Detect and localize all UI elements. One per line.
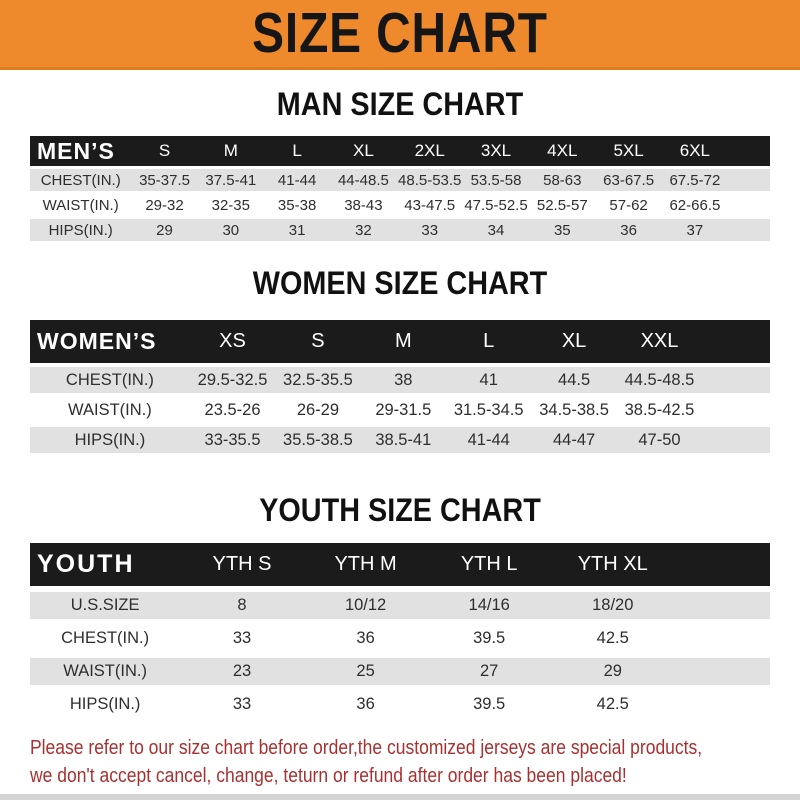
youth-chest-in-value-0: 33 bbox=[232, 629, 252, 647]
men-chest-in-value-6: 58-63 bbox=[543, 171, 582, 189]
women-section-heading: WOMEN SIZE CHART bbox=[252, 265, 548, 301]
youth-row-u-s-size bbox=[30, 592, 770, 619]
women-column-m: M bbox=[394, 330, 412, 352]
men-row-label: CHEST(IN.) bbox=[40, 171, 121, 189]
men-chest-in-value-1: 37.5-41 bbox=[205, 171, 257, 189]
youth-row-label: U.S.SIZE bbox=[70, 596, 140, 614]
youth-u-s-size-value-0: 8 bbox=[237, 596, 247, 614]
men-hips-in-value-1: 30 bbox=[222, 221, 240, 239]
youth-row-label: CHEST(IN.) bbox=[61, 629, 150, 647]
youth-column-yth-m: YTH M bbox=[334, 553, 397, 575]
youth-chest-in-value-2: 39.5 bbox=[473, 629, 506, 647]
women-hips-in-value-3: 41-44 bbox=[467, 430, 510, 449]
youth-size-table bbox=[30, 543, 770, 718]
men-waist-in-value-2: 35-38 bbox=[277, 196, 317, 214]
women-column-l: L bbox=[483, 330, 495, 352]
men-waist-in-value-0: 29-32 bbox=[145, 196, 184, 214]
women-row-chest-in bbox=[30, 367, 770, 393]
youth-u-s-size-value-2: 14/16 bbox=[468, 596, 510, 614]
content-area bbox=[30, 86, 770, 718]
disclaimer-line-1: Please refer to our size chart before order,the customized jerseys are special products, bbox=[30, 737, 703, 759]
men-waist-in-value-5: 47.5-52.5 bbox=[464, 196, 528, 214]
men-column-4xl: 4XL bbox=[547, 141, 578, 160]
banner-title: SIZE CHART bbox=[252, 1, 548, 65]
men-hips-in-value-3: 32 bbox=[355, 221, 372, 239]
men-hips-in-value-5: 34 bbox=[487, 221, 505, 239]
men-hips-in-value-0: 29 bbox=[156, 221, 173, 239]
women-chest-in-value-1: 32.5-35.5 bbox=[283, 370, 353, 389]
youth-hips-in-value-0: 33 bbox=[232, 695, 252, 713]
men-row-label: WAIST(IN.) bbox=[42, 196, 119, 214]
disclaimer-note bbox=[30, 734, 770, 790]
men-hips-in-value-4: 33 bbox=[421, 221, 439, 239]
youth-waist-in-value-1: 25 bbox=[356, 662, 375, 680]
youth-table-header bbox=[30, 543, 770, 586]
youth-row-label: HIPS(IN.) bbox=[69, 695, 141, 713]
men-column-s: S bbox=[158, 141, 171, 160]
women-waist-in-value-2: 29-31.5 bbox=[375, 400, 432, 419]
youth-row-chest-in bbox=[30, 625, 770, 652]
men-column-5xl: 5XL bbox=[613, 141, 644, 160]
women-waist-in-value-0: 23.5-26 bbox=[204, 400, 261, 419]
youth-u-s-size-value-3: 18/20 bbox=[592, 596, 634, 614]
women-hips-in-value-5: 47-50 bbox=[638, 430, 681, 449]
men-chest-in-value-7: 63-67.5 bbox=[603, 171, 655, 189]
men-size-table bbox=[30, 136, 770, 241]
youth-hips-in-value-2: 39.5 bbox=[473, 695, 506, 713]
youth-section-heading: YOUTH SIZE CHART bbox=[259, 492, 541, 528]
men-waist-in-value-1: 32-35 bbox=[211, 196, 250, 214]
youth-chest-in-value-1: 36 bbox=[356, 629, 375, 647]
women-chest-in-value-2: 38 bbox=[394, 370, 413, 389]
women-row-label: WAIST(IN.) bbox=[68, 400, 152, 419]
women-column-xs: XS bbox=[219, 330, 246, 352]
women-waist-in-value-1: 26-29 bbox=[296, 400, 340, 419]
men-waist-in-value-8: 62-66.5 bbox=[669, 196, 721, 214]
youth-u-s-size-value-1: 10/12 bbox=[344, 596, 387, 614]
women-column-xl: XL bbox=[561, 330, 587, 352]
women-row-hips-in bbox=[30, 427, 770, 453]
youth-table-title: YOUTH bbox=[37, 550, 135, 578]
men-waist-in-value-6: 52.5-57 bbox=[536, 196, 588, 214]
men-column-3xl: 3XL bbox=[480, 141, 512, 160]
disclaimer-line-2: we don't accept cancel, change, teturn or refund after order has been placed! bbox=[30, 765, 627, 787]
men-chest-in-value-8: 67.5-72 bbox=[669, 171, 721, 189]
men-chest-in-value-2: 41-44 bbox=[277, 171, 317, 189]
men-hips-in-value-8: 37 bbox=[686, 221, 704, 239]
women-row-waist-in bbox=[30, 397, 770, 423]
women-row-label: CHEST(IN.) bbox=[65, 370, 154, 389]
men-waist-in-value-7: 57-62 bbox=[609, 196, 648, 214]
women-column-xxl: XXL bbox=[640, 330, 679, 352]
women-hips-in-value-4: 44-47 bbox=[552, 430, 596, 449]
men-chest-in-value-4: 48.5-53.5 bbox=[398, 171, 462, 189]
women-chest-in-value-5: 44.5-48.5 bbox=[624, 370, 695, 389]
youth-waist-in-value-2: 27 bbox=[479, 662, 499, 680]
women-hips-in-value-0: 33-35.5 bbox=[204, 430, 261, 449]
youth-waist-in-value-0: 23 bbox=[232, 662, 252, 680]
women-chest-in-value-0: 29.5-32.5 bbox=[197, 370, 268, 389]
men-row-hips-in bbox=[30, 219, 770, 241]
men-column-6xl: 6XL bbox=[679, 141, 711, 160]
men-column-xl: XL bbox=[353, 141, 374, 160]
women-column-s: S bbox=[311, 330, 325, 352]
youth-hips-in-value-3: 42.5 bbox=[596, 695, 629, 713]
men-row-chest-in bbox=[30, 169, 770, 191]
women-waist-in-value-3: 31.5-34.5 bbox=[453, 400, 524, 419]
men-table-title: MEN’S bbox=[37, 137, 115, 164]
men-waist-in-value-3: 38-43 bbox=[344, 196, 383, 214]
youth-column-yth-l: YTH L bbox=[460, 553, 518, 575]
women-chest-in-value-3: 41 bbox=[479, 370, 498, 389]
men-hips-in-value-7: 36 bbox=[620, 221, 637, 239]
youth-hips-in-value-1: 36 bbox=[356, 695, 375, 713]
youth-chest-in-value-3: 42.5 bbox=[596, 629, 629, 647]
men-column-l: L bbox=[292, 141, 302, 160]
man-section-heading: MAN SIZE CHART bbox=[276, 86, 524, 122]
men-chest-in-value-3: 44-48.5 bbox=[337, 171, 389, 189]
men-column-2xl: 2XL bbox=[414, 141, 445, 160]
youth-column-yth-s: YTH S bbox=[212, 553, 272, 575]
youth-waist-in-value-3: 29 bbox=[603, 662, 622, 680]
women-waist-in-value-5: 38.5-42.5 bbox=[624, 400, 695, 419]
youth-row-waist-in bbox=[30, 658, 770, 685]
women-size-table bbox=[30, 320, 770, 453]
women-table-header bbox=[30, 320, 770, 363]
men-column-m: M bbox=[223, 141, 238, 160]
youth-row-label: WAIST(IN.) bbox=[63, 662, 147, 680]
women-hips-in-value-1: 35.5-38.5 bbox=[283, 430, 353, 449]
men-table-header bbox=[30, 136, 770, 166]
men-row-waist-in bbox=[30, 194, 770, 216]
women-row-label: HIPS(IN.) bbox=[74, 430, 146, 449]
women-hips-in-value-2: 38.5-41 bbox=[375, 430, 432, 449]
youth-row-hips-in bbox=[30, 691, 770, 718]
men-waist-in-value-4: 43-47.5 bbox=[404, 196, 456, 214]
men-hips-in-value-2: 31 bbox=[288, 221, 306, 239]
women-table-title: WOMEN’S bbox=[37, 328, 157, 354]
size-chart-banner bbox=[0, 0, 800, 70]
men-row-label: HIPS(IN.) bbox=[48, 221, 113, 239]
men-chest-in-value-0: 35-37.5 bbox=[139, 171, 190, 189]
men-hips-in-value-6: 35 bbox=[553, 221, 571, 239]
bottom-edge-strip bbox=[0, 794, 800, 800]
women-chest-in-value-4: 44.5 bbox=[558, 370, 591, 389]
men-chest-in-value-5: 53.5-58 bbox=[470, 171, 522, 189]
women-waist-in-value-4: 34.5-38.5 bbox=[539, 400, 609, 419]
youth-column-yth-xl: YTH XL bbox=[577, 553, 648, 575]
